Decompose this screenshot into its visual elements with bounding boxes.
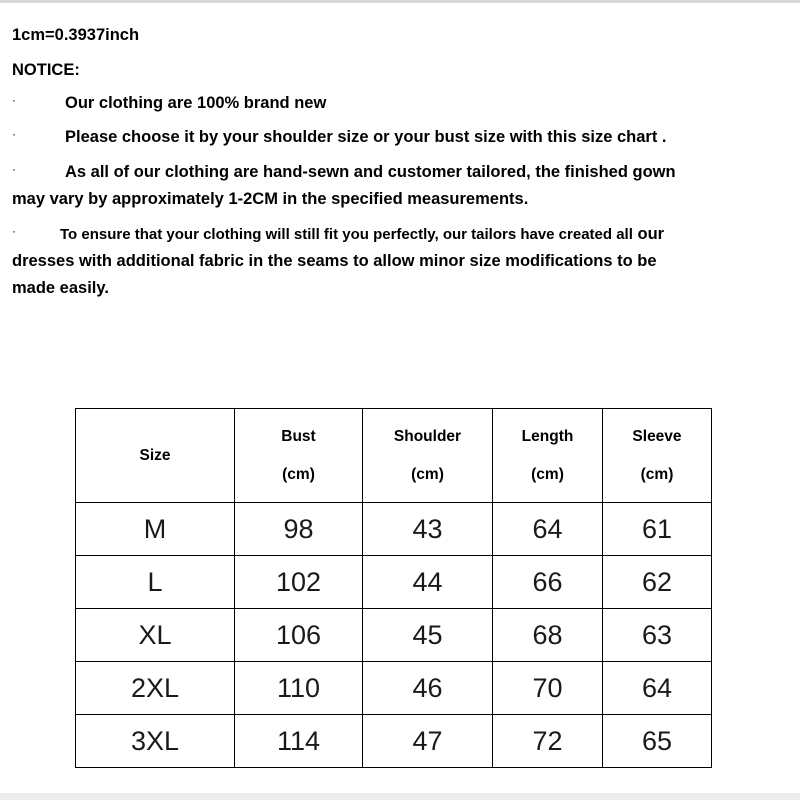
header-label: Shoulder bbox=[393, 427, 462, 445]
unit-conversion: 1cm=0.3937inch bbox=[12, 26, 140, 44]
size-chart-table bbox=[75, 408, 712, 768]
cell-shoulder: 44 bbox=[363, 556, 493, 609]
cell-shoulder: 43 bbox=[363, 503, 493, 556]
cell-bust: 98 bbox=[235, 503, 363, 556]
cell-length: 64 bbox=[493, 503, 603, 556]
cell-shoulder: 47 bbox=[363, 715, 493, 768]
cell-sleeve: 61 bbox=[603, 503, 712, 556]
bottom-divider bbox=[0, 793, 800, 800]
bullet-text: Our clothing are 100% brand new bbox=[65, 94, 327, 112]
header-unit: (cm) bbox=[531, 465, 564, 483]
bullet-text-small: To ensure that your clothing will still fit you perfectly, our tailors have created all bbox=[60, 226, 633, 243]
bullet-text bbox=[60, 223, 664, 246]
cell-size: L bbox=[76, 556, 235, 609]
header-sleeve bbox=[603, 409, 712, 503]
table-header-row bbox=[76, 409, 712, 503]
table-row bbox=[76, 715, 712, 768]
table-row bbox=[76, 662, 712, 715]
cell-bust: 110 bbox=[235, 662, 363, 715]
header-label: Sleeve bbox=[632, 427, 682, 445]
cell-size: 3XL bbox=[76, 715, 235, 768]
bullet-dot: · bbox=[12, 162, 16, 176]
header-unit: (cm) bbox=[282, 465, 315, 483]
cell-shoulder: 46 bbox=[363, 662, 493, 715]
header-unit: (cm) bbox=[411, 465, 444, 483]
cell-size: 2XL bbox=[76, 662, 235, 715]
header-label: Length bbox=[521, 427, 574, 445]
bullet-dot: · bbox=[12, 127, 16, 141]
bullet-text-continued: may vary by approximately 1-2CM in the specified measurements. bbox=[12, 190, 529, 208]
cell-size: XL bbox=[76, 609, 235, 662]
cell-length: 70 bbox=[493, 662, 603, 715]
cell-sleeve: 63 bbox=[603, 609, 712, 662]
bullet-dot: · bbox=[12, 93, 16, 107]
cell-bust: 102 bbox=[235, 556, 363, 609]
header-label: Bust bbox=[281, 427, 316, 445]
cell-sleeve: 64 bbox=[603, 662, 712, 715]
header-bust bbox=[235, 409, 363, 503]
header-label: Size bbox=[139, 446, 171, 464]
bullet-text-continued: made easily. bbox=[12, 279, 109, 297]
header-unit: (cm) bbox=[640, 465, 674, 483]
header-shoulder bbox=[363, 409, 493, 503]
cell-length: 66 bbox=[493, 556, 603, 609]
notice-title: NOTICE: bbox=[12, 61, 80, 79]
bullet-text-continued: dresses with additional fabric in the seams to allow minor size modifications to be bbox=[12, 252, 657, 270]
bullet-text: As all of our clothing are hand-sewn and customer tailored, the finished gown bbox=[65, 163, 676, 181]
header-length bbox=[493, 409, 603, 503]
cell-bust: 106 bbox=[235, 609, 363, 662]
table-row bbox=[76, 556, 712, 609]
bullet-text-tail: our bbox=[637, 225, 665, 243]
header-size bbox=[76, 409, 235, 503]
cell-length: 72 bbox=[493, 715, 603, 768]
cell-sleeve: 65 bbox=[603, 715, 712, 768]
cell-length: 68 bbox=[493, 609, 603, 662]
cell-bust: 114 bbox=[235, 715, 363, 768]
cell-size: M bbox=[76, 503, 235, 556]
bullet-text: Please choose it by your shoulder size or your bust size with this size chart . bbox=[65, 128, 667, 146]
bullet-dot: · bbox=[12, 224, 16, 238]
table-row bbox=[76, 503, 712, 556]
table-row bbox=[76, 609, 712, 662]
cell-sleeve: 62 bbox=[603, 556, 712, 609]
top-divider bbox=[0, 0, 800, 3]
cell-shoulder: 45 bbox=[363, 609, 493, 662]
